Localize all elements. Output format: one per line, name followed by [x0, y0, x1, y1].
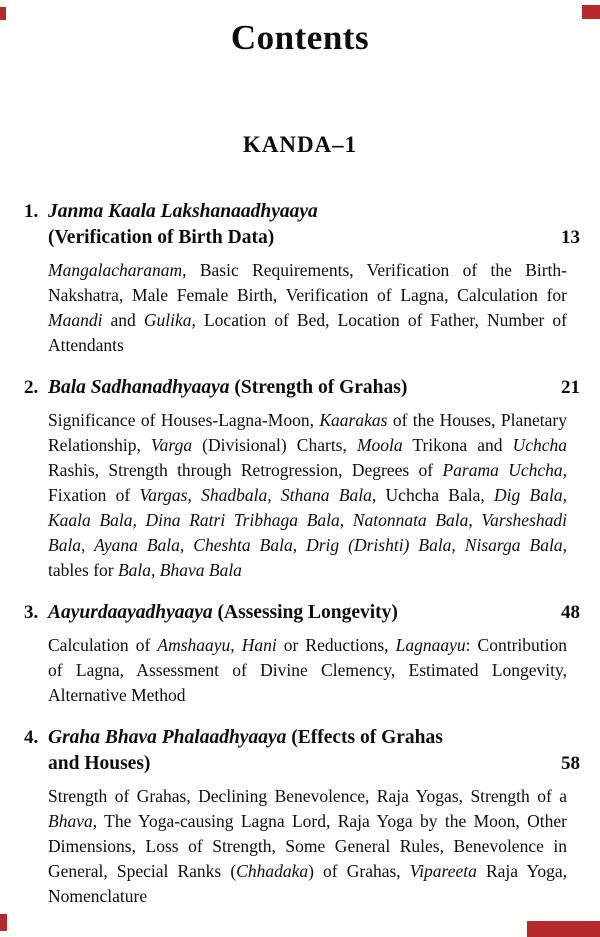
table-of-contents: [0, 158, 600, 909]
entry-number: 2.: [24, 377, 39, 398]
entry-body: [48, 199, 580, 358]
entry-number: 3.: [24, 602, 39, 623]
toc-entry-2: [24, 375, 580, 583]
entry-title: Graha Bhava Phalaadhyaaya (Effects of Grahas and Houses): [48, 727, 443, 774]
toc-entry-1: [24, 199, 580, 358]
entry-body: [48, 375, 580, 583]
entry-description: Significance of Houses-Lagna-Moon, Kaarakas of the Houses, Planetary Relationship, Varga (Divisional) Charts, Moola Trikona and Uchcha Rashis, Strength through Retrogression, Degrees of Parama Uchcha, Fixation of Vargas, Shadbala, Sthana Bala, Uchcha Bala, Dig Bala, Kaala Bala, Dina Ratri Tribhaga Bala, Natonnata Bala, Varsheshadi Bala, Ayana Bala, Cheshta Bala, Drig (Drishti) Bala, Nisarga Bala, tables for Bala, Bhava Bala: [48, 410, 568, 580]
entry-number: 1.: [24, 201, 39, 222]
entry-page-number: 48: [561, 602, 580, 623]
toc-entry-3: [24, 600, 580, 708]
entry-body: [48, 600, 580, 708]
entry-number: 4.: [24, 727, 39, 748]
page-title: Contents: [230, 18, 370, 57]
entry-title: Bala Sadhanadhyaaya (Strength of Grahas): [48, 377, 408, 398]
entry-description: Calculation of Amshaayu, Hani or Reductions, Lagnaayu: Contribution of Lagna, Assessment of Divine Clemency, Estimated Longevity, Alternative Method: [48, 635, 567, 705]
entry-page-number: 21: [561, 377, 580, 398]
scan-corner-mark-bottom-left: [0, 914, 7, 931]
scan-corner-mark-top-right: [582, 5, 600, 19]
scan-corner-mark-top-left: [0, 7, 6, 20]
entry-description: Strength of Grahas, Declining Benevolence, Raja Yogas, Strength of a Bhava, The Yoga-causing Lagna Lord, Raja Yoga by the Moon, Other Dimensions, Loss of Strength, Some General Rules, Benevolence in General, Special Ranks (Chhadaka) of Grahas, Vipareeta Raja Yoga, Nomenclature: [48, 786, 568, 906]
toc-entry-4: [24, 725, 580, 909]
entry-page-number: 13: [561, 227, 580, 248]
entry-title: Aayurdaayadhyaaya (Assessing Longevity): [48, 602, 398, 623]
entry-title: Janma Kaala Lakshanaadhyaaya (Verification of Birth Data): [48, 201, 318, 248]
scan-corner-mark-bottom-right: [527, 921, 600, 937]
entry-body: [48, 725, 580, 909]
entry-description: Mangalacharanam, Basic Requirements, Verification of the Birth-Nakshatra, Male Female Birth, Verification of Lagna, Calculation for Maandi and Gulika, Location of Bed, Location of Father, Number of Attendants: [48, 260, 567, 355]
entry-page-number: 58: [561, 753, 580, 774]
section-heading-kanda-1: KANDA–1: [242, 132, 358, 157]
